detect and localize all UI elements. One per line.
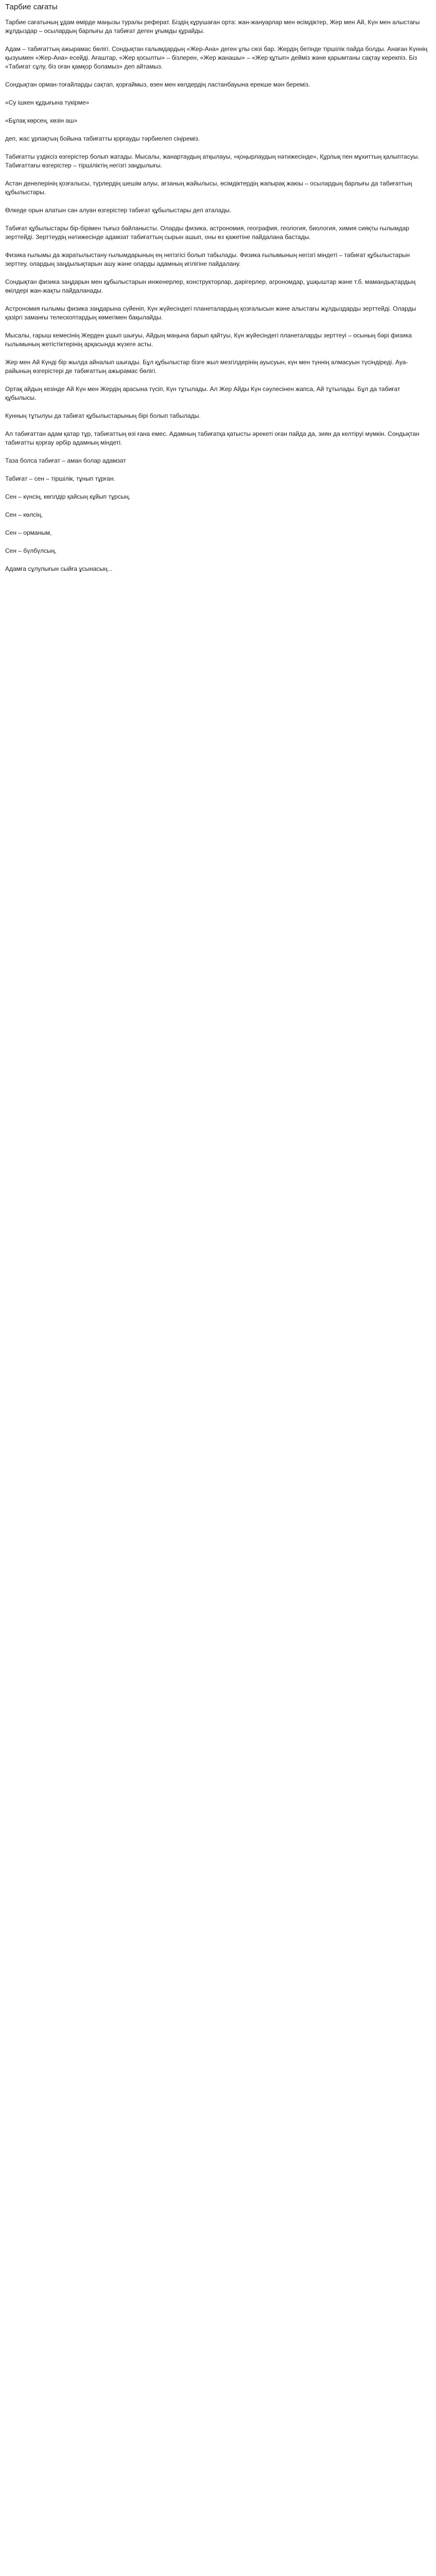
paragraph: Астан денелерінің қозғалысы, түрлердің шешім алуы, ағзаның жайылысы, өсімдіктердің жапырақ жаюы – осылардың барлығы да табиғаттың құбылыстары. [5, 180, 412, 196]
paragraph: Кунның тұтылуы да табиғат құбылыстарының бірі болып табылады. [5, 412, 201, 419]
poem-line: Сен – бүлбүлсың, [5, 547, 57, 554]
page-title: Тарбие сағаты [5, 3, 58, 11]
poem-line: Сен – орманым, [5, 529, 52, 536]
document-page [0, 0, 436, 573]
paragraph: Мысалы, ғарыш кемесінің Жерден ұшып шығуы, Айдың маңына барып қайтуы, Күн жүйесіндегі планеталарды зерттеуі – осының бәрі физика ғылымының жетістіктерінің арқасында жүзеге асты. [5, 332, 412, 348]
paragraph: Ал табиғаттан адам қатар тұр, табиғаттың өзі ғана емес. Адамның табиғатқа қатысты әрекеті оған пайда да, зиян да келтіруі мүмкін. Сондықтан табиғатты қорғау әрбір адамның міндеті. [5, 430, 420, 446]
proverb: «Су ішкен құдығына түкірме» [5, 99, 90, 106]
poem-line: Сен – көлсің, [5, 511, 43, 518]
section-heading: Таза болса табиғат – аман болар адамзат [5, 457, 126, 464]
proverb: «Бұлақ көрсең, көзін аш» [5, 117, 78, 124]
paragraph: Сондықтан физика заңдарын мен құбылыстарын инженерлер, конструкторлар, дәрігерлер, агрономдар, ұшқыштар және т.б. мамандықтардың өкілдері жан-жақты пайдаланады. [5, 278, 416, 294]
paragraph: деп, жас ұрпақтың бойына табиғатты қорғауды тәрбиелеп сіңіреміз. [5, 135, 200, 142]
paragraph: Астрономия ғылымы физика заңдарына сүйеніп, Күн жүйесіндегі планеталардың қозғалысын және алыстағы жұлдыздарды зерттейді. Оларды қазіргі заманғы телескоптардың көмегімен бақылайды. [5, 305, 416, 321]
poem-line: Табиғат – сен – тіршілік, тұнып тұрған. [5, 475, 115, 482]
paragraph: Табиғатты үздіксіз өзгерістер болып жатады. Мысалы, жанартаудың атқылауы, «қоңырлаудың нәтижесінде», Құрлық пен мұхиттың қалыптасуы. Табиғаттағы өзгерістер – тіршіліктің негізгі заңдылығы. [5, 153, 420, 169]
paragraph: Сондықтан орман-тоғайларды сақтап, қорғаймыз, өзен мен көлдердің ластанбауына ерекше мән береміз. [5, 81, 310, 88]
poem-line: Сен – күнсің, көгілдір қайсың кұйып тұрсың, [5, 493, 131, 500]
paragraph: Жер мен Ай Күнді бір жылда айналып шығады. Бұл құбылыстар бізге жыл мезгілдерінің ауысуын, күн мен түннің алмасуын түсіндіреді. Ауа-райының өзгерістері де табиғаттың ажырамас бөлігі. [5, 359, 408, 375]
paragraph: Табиғат құбылыстары бір-бірімен тығыз байланысты. Оларды физика, астрономия, география, геология, биология, химия сияқты ғылымдар зерттейді. Зерттеудің нәтижесінде адамзат табиғаттың сырын ашып, оны өз қажетіне пайдалана бастады. [5, 225, 409, 241]
poem-line: Адамға сұлулығын сыйға ұсынасың... [5, 565, 113, 572]
paragraph: Физика ғылымы да жаратылыстану ғылымдарының ең негізгісі болып табылады. Физика ғылымының негізгі міндеті – табиғат құбылыстарын зерттеу, олардың заңдылықтарын ашу және оларды адамның игілігіне пайдалану. [5, 251, 410, 267]
paragraph: Өлкеде орын алатын сан алуан өзгерістер табиғат құбылыстары деп аталады. [5, 207, 232, 214]
paragraph: Адам – табиғаттың ажырамас бөлігі. Сондықтан ғалымдардың «Жер-Ана» деген ұлы сөзі бар. Жердің бетінде тіршілік пайда болды. Анаған Күннің қызуымен «Жер-Ана» есейді. Ағаштар, «Жер қосылты» – бізлерен, «Жер жанашы» – «Жер құтып» дейміз және қарымтаны сақтау керекпіз. Біз «Табиғат сұлу, біз оған қамқор боламыз» деп айтамыз. [5, 45, 428, 70]
paragraph: Тарбие сағатының ұдам өмірде маңызы туралы реферат. Біздің кұрушаған орта: жан-жануарлар мен өсімдіктер, Жер мен Ай, Күн мен алыстағы жұлдыздар – осылардың барлығы да табиғат деген ұғымды құрайды. [5, 19, 420, 35]
paragraph: Ортақ айдың кезінде Ай Күн мен Жердің арасына түсіп, Күн тұтылады. Ал Жер Айды Күн сәулесінен жапса, Ай тұтылады. Бұл да табиғат құбылысы. [5, 385, 400, 401]
